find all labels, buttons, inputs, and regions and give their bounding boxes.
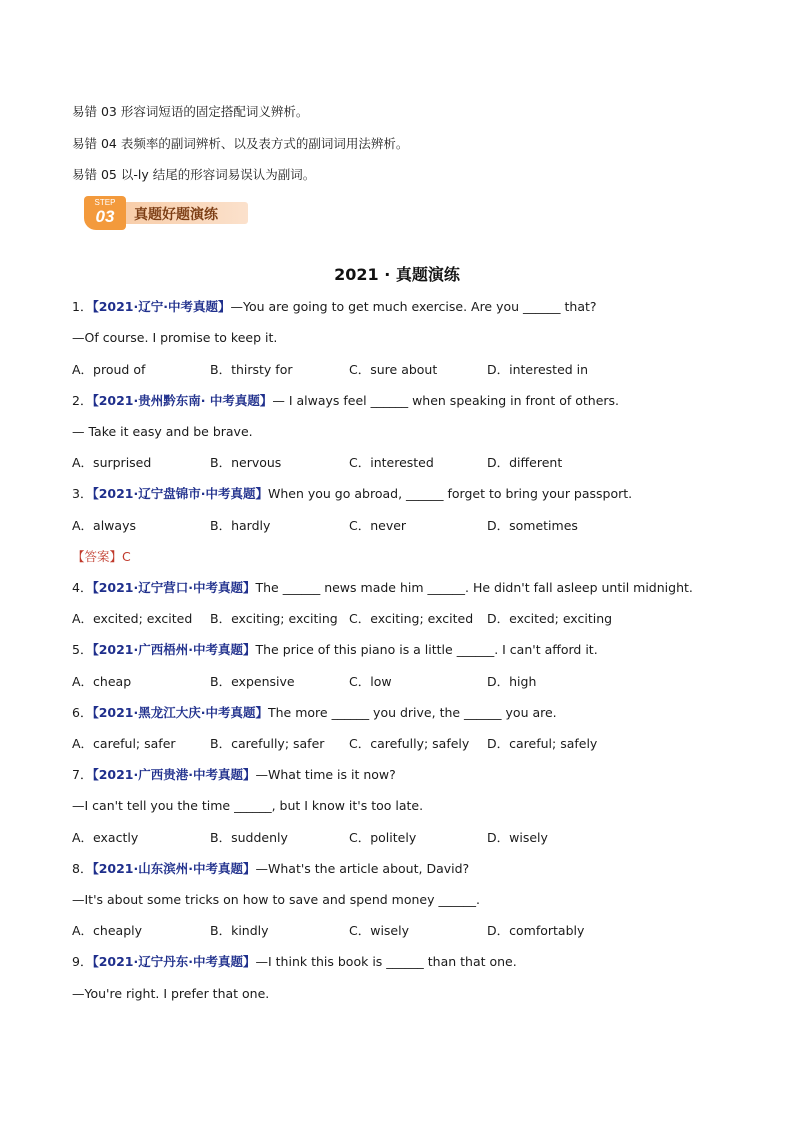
question-text: —What time is it now? — [255, 767, 396, 782]
option-b: B．exciting; exciting — [210, 611, 338, 626]
question-stem — [72, 861, 469, 877]
option-d: D．sometimes — [487, 518, 578, 533]
question-stem — [72, 393, 619, 409]
question-stem — [72, 580, 693, 596]
option-c: C．wisely — [349, 923, 409, 938]
question-text: The ______ news made him ______. He didn't fall asleep until midnight. — [255, 580, 693, 595]
question-number: 1． — [72, 299, 93, 314]
question-text: —What's the article about, David? — [255, 861, 470, 876]
question-dialogue: —It's about some tricks on how to save and spend money ______. — [72, 892, 480, 907]
question-source: 【2021·贵州黔东南· 中考真题】 — [92, 393, 273, 408]
option-d: D．excited; exciting — [487, 611, 613, 626]
option-b: B．expensive — [210, 674, 295, 689]
question-source: 【2021·辽宁营口·中考真题】 — [92, 580, 256, 595]
question-text: — I always feel ______ when speaking in front of others. — [272, 393, 620, 408]
question-text: —You are going to get much exercise. Are you ______ that? — [230, 299, 597, 314]
question-stem — [72, 486, 632, 502]
option-c: C．low — [349, 674, 392, 689]
question-source: 【2021·黑龙江大庆·中考真题】 — [92, 705, 268, 720]
question-source: 【2021·广西贵港·中考真题】 — [92, 767, 256, 782]
option-b: B．nervous — [210, 455, 282, 470]
question-text: When you go abroad, ______ forget to bring your passport. — [268, 486, 633, 501]
step-label: STEP — [94, 198, 116, 207]
option-c: C．exciting; excited — [349, 611, 474, 626]
question-number: 3． — [72, 486, 93, 501]
question-stem — [72, 299, 597, 315]
question-source: 【2021·辽宁盘锦市·中考真题】 — [92, 486, 268, 501]
option-c: C．sure about — [349, 362, 438, 377]
question-source: 【2021·山东滨州·中考真题】 — [92, 861, 256, 876]
option-a: A．excited; excited — [72, 611, 193, 626]
option-a: A．proud of — [72, 362, 146, 377]
question-stem — [72, 705, 557, 721]
option-d: D．high — [487, 674, 537, 689]
question-dialogue: —I can't tell you the time ______, but I know it's too late. — [72, 798, 424, 813]
option-d: D．careful; safely — [487, 736, 598, 751]
question-source: 【2021·辽宁丹东·中考真题】 — [92, 954, 256, 969]
question-number: 6． — [72, 705, 93, 720]
option-a: A．surprised — [72, 455, 152, 470]
option-b: B．thirsty for — [210, 362, 293, 377]
question-text: —I think this book is ______ than that one. — [255, 954, 517, 969]
option-c: C．politely — [349, 830, 417, 845]
question-number: 2． — [72, 393, 93, 408]
question-stem — [72, 767, 396, 783]
step-number: 03 — [95, 207, 115, 226]
error-item-05: 易错 05 以-ly 结尾的形容词易误认为副词。 — [72, 167, 316, 182]
option-a: A．careful; safer — [72, 736, 176, 751]
option-d: D．wisely — [487, 830, 548, 845]
question-text: The more ______ you drive, the ______ you are. — [268, 705, 557, 720]
question-number: 5． — [72, 642, 93, 657]
option-a: A．cheap — [72, 674, 132, 689]
option-c: C．never — [349, 518, 407, 533]
question-text: The price of this piano is a little ______. I can't afford it. — [255, 642, 598, 657]
option-c: C．carefully; safely — [349, 736, 470, 751]
answer-label: 【答案】C — [72, 549, 131, 564]
question-number: 9． — [72, 954, 93, 969]
step-banner — [84, 196, 250, 230]
question-source: 【2021·广西梧州·中考真题】 — [92, 642, 256, 657]
error-item-04: 易错 04 表频率的副词辨析、以及表方式的副词词用法辨析。 — [72, 136, 409, 151]
option-a: A．always — [72, 518, 136, 533]
banner-title: 真题好题演练 — [134, 207, 218, 223]
option-a: A．cheaply — [72, 923, 143, 938]
error-item-03: 易错 03 形容词短语的固定搭配词义辨析。 — [72, 104, 309, 119]
option-d: D．interested in — [487, 362, 589, 377]
option-d: D．comfortably — [487, 923, 585, 938]
option-b: B．kindly — [210, 923, 269, 938]
option-b: B．carefully; safer — [210, 736, 325, 751]
step-tag — [84, 196, 126, 230]
question-dialogue: —Of course. I promise to keep it. — [72, 330, 278, 345]
question-dialogue: — Take it easy and be brave. — [72, 424, 253, 439]
question-stem — [72, 642, 598, 658]
option-a: A．exactly — [72, 830, 139, 845]
question-number: 8． — [72, 861, 93, 876]
option-b: B．hardly — [210, 518, 271, 533]
question-stem — [72, 954, 517, 970]
question-number: 7． — [72, 767, 93, 782]
section-title: 2021 · 真题演练 — [334, 265, 460, 284]
option-b: B．suddenly — [210, 830, 288, 845]
question-number: 4． — [72, 580, 93, 595]
question-source: 【2021·辽宁·中考真题】 — [92, 299, 231, 314]
option-c: C．interested — [349, 455, 434, 470]
question-dialogue: —You're right. I prefer that one. — [72, 986, 270, 1001]
option-d: D．different — [487, 455, 563, 470]
